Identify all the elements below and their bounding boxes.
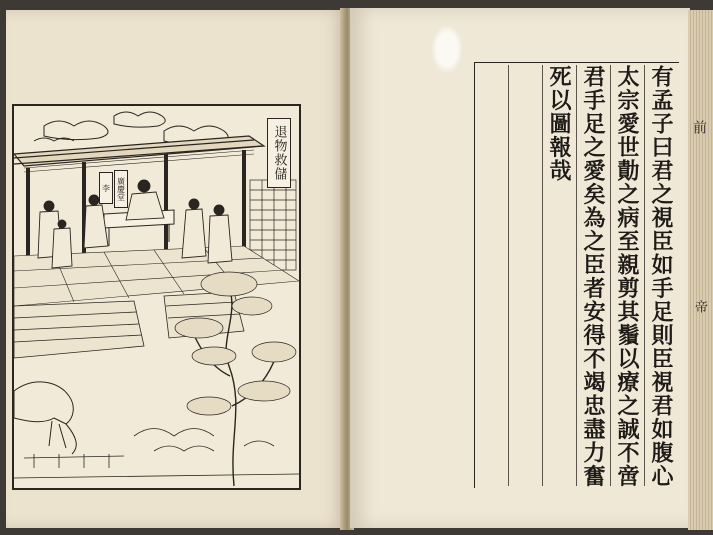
woodblock-illustration [12, 104, 301, 490]
text-column-4: 死以圖報哉 [546, 65, 572, 183]
illustration-drawing [14, 106, 299, 488]
text-column-2: 太宗愛世勣之病至親剪其鬚以療之誠不啻 [614, 65, 640, 488]
illustration-caption: 退物救儲 [267, 118, 291, 188]
paper-stain [432, 26, 462, 72]
sign-center: 廣慶堂 [114, 170, 128, 208]
column-rule [576, 65, 577, 486]
text-block [474, 62, 679, 488]
sign-left: 李 [99, 172, 113, 204]
text-column-3: 君手足之愛矣為之臣者安得不竭忠盡力奮 [580, 65, 606, 488]
column-rule [508, 65, 509, 486]
column-rule [542, 65, 543, 486]
column-rule [644, 65, 645, 486]
page-edges [688, 10, 713, 530]
text-column-1: 有孟子曰君之視臣如手足則臣視君如腹心 [648, 65, 674, 488]
edge-label-top: 前 [691, 120, 707, 134]
column-rule [610, 65, 611, 486]
edge-label-bottom: 帝 [692, 300, 707, 313]
